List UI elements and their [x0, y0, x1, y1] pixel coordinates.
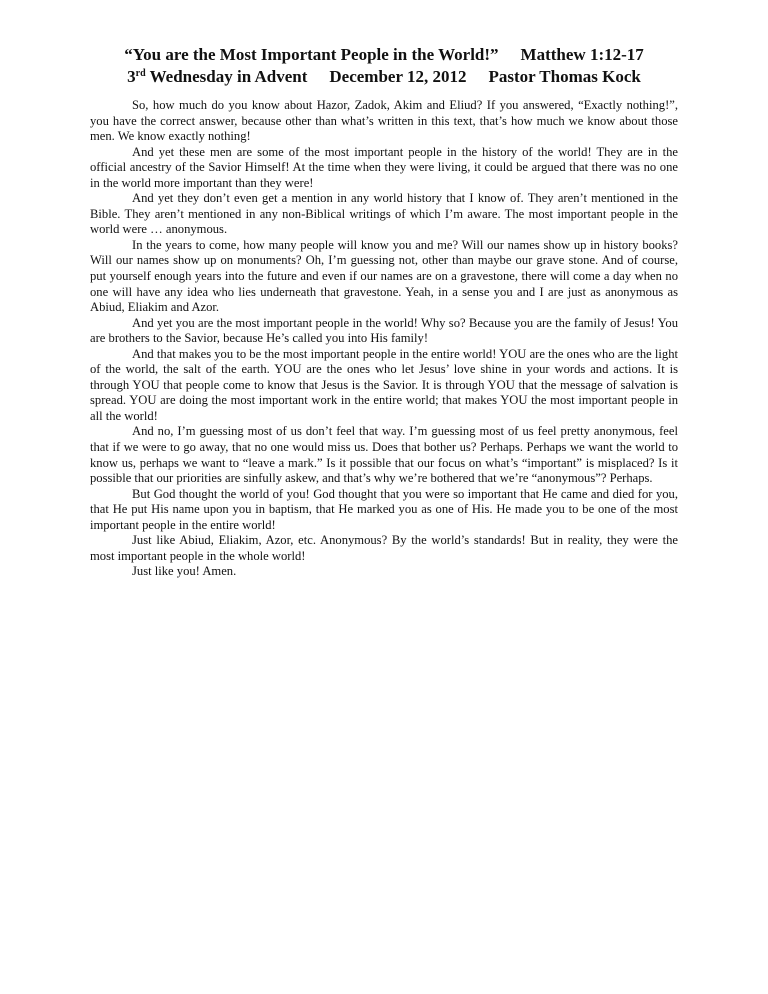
- paragraph: Just like Abiud, Eliakim, Azor, etc. Anonymous? By the world’s standards! But in reality, they were the most important people in the whole world!: [90, 533, 678, 563]
- sermon-body: [90, 98, 678, 580]
- sermon-page: [90, 44, 678, 580]
- pastor-name: Pastor Thomas Kock: [488, 67, 641, 86]
- paragraph: And yet they don’t even get a mention in any world history that I know of. They aren’t mentioned in the Bible. They aren’t mentioned in any non-Biblical writings of which I’m aware. The most important people in the world were … anonymous.: [90, 191, 678, 237]
- week-ordinal-suffix: rd: [135, 68, 146, 79]
- title-line: [90, 44, 678, 66]
- paragraph: Just like you! Amen.: [132, 564, 237, 579]
- paragraph: But God thought the world of you! God thought that you were so important that He came and died for you, that He put His name upon you in baptism, that He marked you as one of His. He made you to be one of the most important people in the entire world!: [90, 486, 678, 532]
- paragraph: And yet these men are some of the most important people in the history of the world! They are in the official ancestry of the Savior Himself! At the time when they were living, it could be argued that there was no one in the world more important than they were!: [90, 144, 678, 190]
- sermon-title: “You are the Most Important People in the World!”: [124, 45, 499, 64]
- week-label: Wednesday in Advent: [149, 67, 308, 86]
- paragraph: So, how much do you know about Hazor, Zadok, Akim and Eliud? If you answered, “Exactly nothing!”, you have the correct answer, because other than what’s written in this text, that’s how much we know about those men. We know exactly nothing!: [90, 98, 678, 144]
- paragraph: And yet you are the most important people in the world! Why so? Because you are the family of Jesus! You are brothers to the Savior, because He’s called you into His family!: [90, 315, 678, 346]
- subtitle-line: [90, 66, 678, 88]
- paragraph: In the years to come, how many people will know you and me? Will our names show up in history books? Will our names show up on monuments? Oh, I’m guessing not, other than maybe our grave stone. And of course, put yourself enough years into the future and even if our names are on a gravestone, there will come a day when no one will have any idea who lies underneath that gravestone. Yeah, in a sense you and I are just as anonymous as Abiud, Eliakim and Azor.: [90, 237, 678, 315]
- sermon-date: December 12, 2012: [329, 67, 467, 86]
- paragraph: And that makes you to be the most important people in the entire world! YOU are the ones who are the light of the world, the salt of the earth. YOU are the ones who let Jesus’ love shine in your words and actions. It is through YOU that people come to know that Jesus is the Savior. It is through YOU that the message of salvation is spread. YOU are doing the most important work in the entire world; that makes YOU the most important people in all the world!: [90, 346, 678, 423]
- paragraph: And no, I’m guessing most of us don’t feel that way. I’m guessing most of us feel pretty anonymous, feel that if we were to go away, that no one would miss us. Does that bother us? Perhaps. Perhaps we want the world to know us, perhaps we want to “leave a mark.” Is it possible that our focus on what’s “important” is misplaced? Is it possible that our priorities are sinfully askew, and that’s why we’re bothered that we’re “anonymous”? Perhaps.: [90, 424, 678, 486]
- week-number: 3: [127, 67, 136, 86]
- scripture-reference: Matthew 1:12-17: [520, 45, 644, 64]
